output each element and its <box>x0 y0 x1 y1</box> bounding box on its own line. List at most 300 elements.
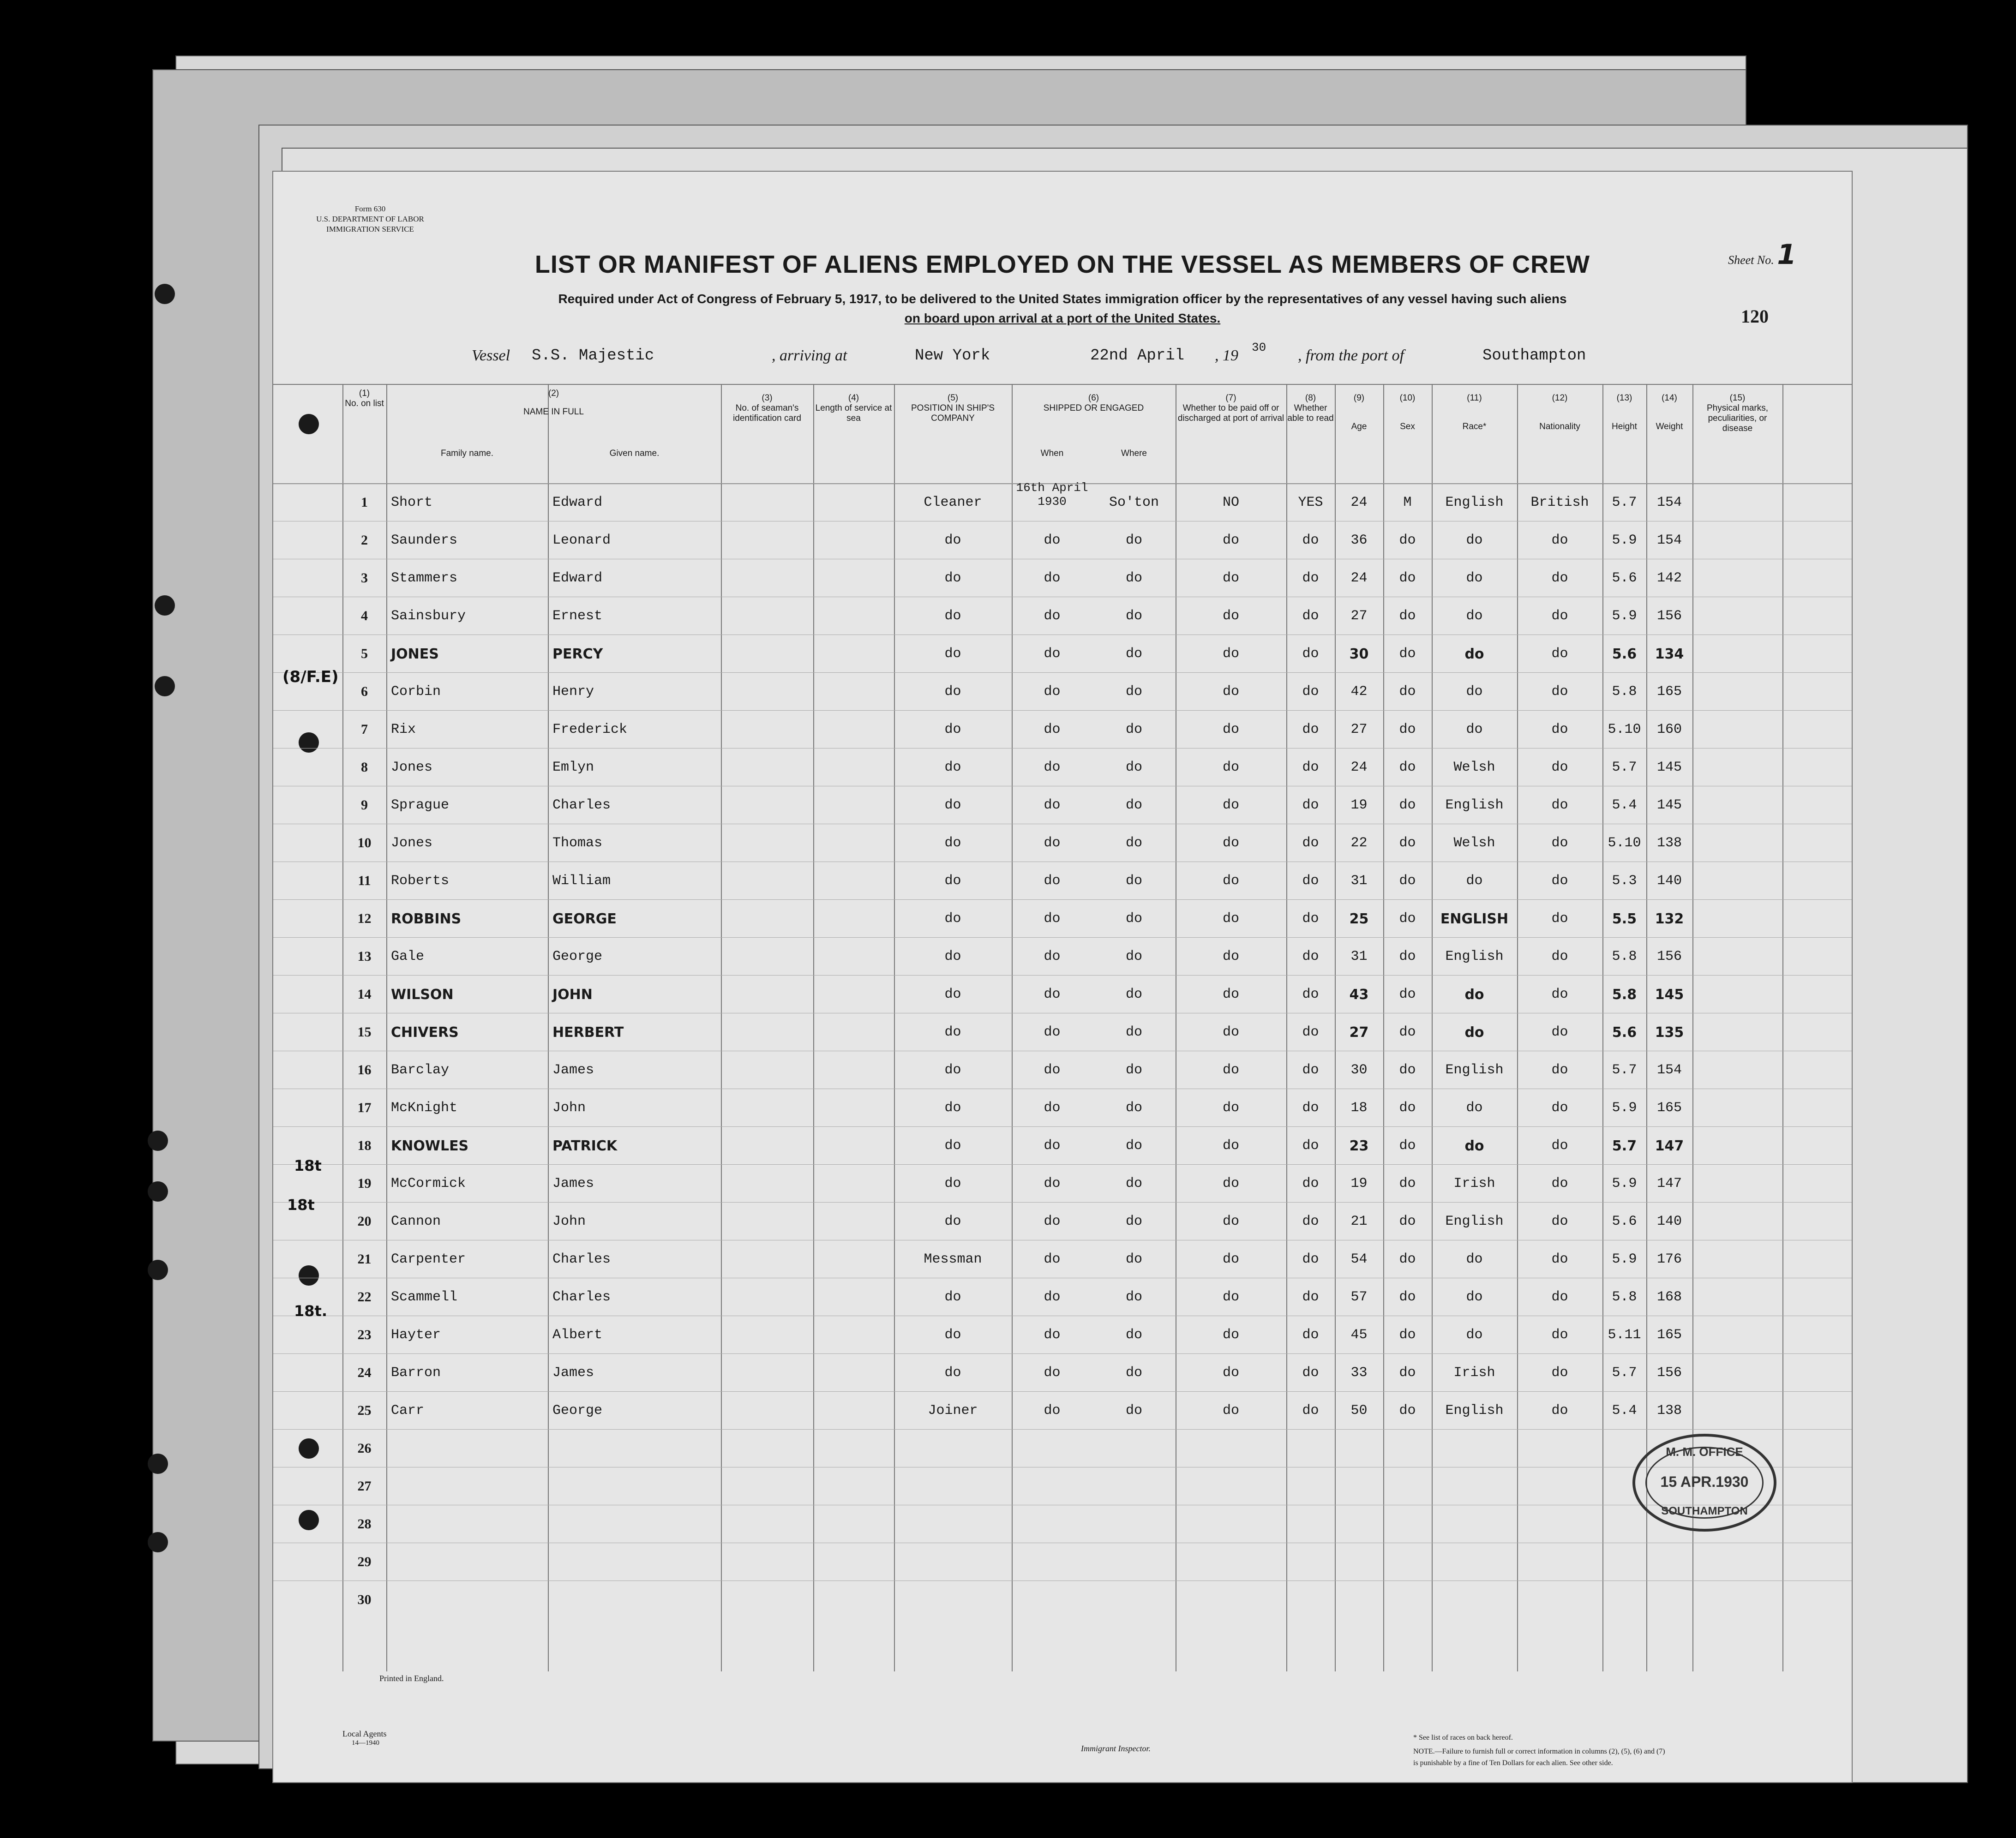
cell-read: do <box>1302 646 1319 662</box>
cell-no: 22 <box>357 1289 372 1305</box>
cell-race: do <box>1466 722 1483 737</box>
cell-nationality: do <box>1551 1024 1568 1040</box>
cell-read: do <box>1302 987 1319 1002</box>
cell-position: do <box>944 1100 961 1116</box>
from-label: , from the port of <box>1298 347 1404 364</box>
cell-weight: 147 <box>1656 1176 1682 1191</box>
cell-position: Cleaner <box>924 495 982 510</box>
cell-given: Edward <box>552 570 603 586</box>
cell-position: do <box>944 1214 961 1229</box>
cell-family: Cannon <box>391 1214 441 1229</box>
cell-weight: 140 <box>1656 1214 1682 1229</box>
cell-read: do <box>1302 570 1319 586</box>
table-row <box>273 1089 1852 1127</box>
cell-race: English <box>1445 1214 1504 1229</box>
cell-no: 15 <box>357 1024 372 1040</box>
cell-no: 3 <box>361 570 368 586</box>
cell-no: 13 <box>357 949 372 964</box>
cell-nationality: do <box>1551 1403 1568 1419</box>
cell-age: 24 <box>1350 570 1368 586</box>
cell-sex: do <box>1399 1024 1416 1040</box>
penalty-note-1: NOTE.—Failure to furnish full or correct information in columns (2), (5), (6) and (7) <box>1413 1748 1665 1755</box>
cell-nationality: do <box>1551 1289 1568 1305</box>
cell-family: Jones <box>391 760 433 775</box>
cell-paid: do <box>1222 949 1239 964</box>
cell-family: Carpenter <box>391 1251 466 1267</box>
cell-height: 5.9 <box>1612 1251 1637 1267</box>
cell-paid: do <box>1222 1365 1239 1381</box>
cell-height: 5.3 <box>1612 873 1637 889</box>
cell-where: do <box>1125 797 1142 813</box>
cell-no: 20 <box>357 1214 372 1229</box>
table-row <box>273 597 1852 635</box>
cell-paid: do <box>1222 987 1239 1002</box>
header-name: (2) NAME IN FULL <box>523 389 584 417</box>
punch-hole <box>148 1532 168 1552</box>
cell-read: do <box>1302 1289 1319 1305</box>
cell-nationality: do <box>1551 608 1568 624</box>
office-stamp: M. M. OFFICE 15 APR.1930 SOUTHAMPTON <box>1632 1434 1776 1532</box>
cell-paid: do <box>1222 1062 1239 1078</box>
cell-given: Charles <box>552 1251 611 1267</box>
cell-paid: do <box>1222 1100 1239 1116</box>
header-service-length: (4) Length of service at sea <box>815 393 892 423</box>
cell-no: 21 <box>357 1251 372 1267</box>
header-able-to-read: (8) Whether able to read <box>1287 393 1334 423</box>
cell-race: English <box>1445 797 1504 813</box>
table-row <box>273 1316 1852 1354</box>
cell-no: 26 <box>357 1441 372 1456</box>
header-where: Where <box>1121 449 1147 458</box>
arriving-label: , arriving at <box>772 347 847 364</box>
cell-nationality: do <box>1551 987 1568 1002</box>
cell-race: do <box>1466 533 1483 548</box>
cell-given: James <box>552 1062 594 1078</box>
cell-height: 5.6 <box>1612 646 1637 662</box>
table-row <box>273 483 1852 521</box>
form-header <box>315 204 426 234</box>
cell-age: 24 <box>1350 495 1368 510</box>
cell-nationality: do <box>1551 570 1568 586</box>
cell-paid: do <box>1222 1289 1239 1305</box>
table-row <box>273 1581 1852 1619</box>
cell-family: McCormick <box>391 1176 466 1191</box>
cell-race: Welsh <box>1453 835 1495 851</box>
cell-family: Sprague <box>391 797 450 813</box>
cell-height: 5.9 <box>1612 608 1637 624</box>
cell-family: JONES <box>391 646 439 662</box>
cell-no: 28 <box>357 1516 372 1532</box>
cell-no: 10 <box>357 835 372 850</box>
cell-height: 5.11 <box>1608 1327 1641 1343</box>
cell-sex: do <box>1399 1214 1416 1229</box>
cell-weight: 135 <box>1655 1024 1684 1041</box>
subtitle-line2: on board upon arrival at a port of the United States. <box>904 311 1221 325</box>
cell-position: do <box>944 1138 961 1154</box>
cell-age: 30 <box>1349 646 1369 662</box>
cell-no: 23 <box>357 1327 372 1342</box>
cell-read: do <box>1302 684 1319 700</box>
cell-where: do <box>1125 608 1142 624</box>
cell-where: do <box>1125 873 1142 889</box>
cell-nationality: do <box>1551 873 1568 889</box>
cell-given: Frederick <box>552 722 628 737</box>
cell-where: do <box>1125 1138 1142 1154</box>
cell-read: do <box>1302 722 1319 737</box>
cell-sex: do <box>1399 1403 1416 1419</box>
table-row <box>273 1353 1852 1392</box>
cell-paid: do <box>1222 1138 1239 1154</box>
cell-paid: do <box>1222 1403 1239 1419</box>
cell-paid: do <box>1222 1214 1239 1229</box>
cell-age: 27 <box>1350 608 1368 624</box>
cell-position: do <box>944 911 961 927</box>
cell-where: do <box>1125 1100 1142 1116</box>
cell-weight: 145 <box>1656 797 1682 813</box>
cell-position: do <box>944 533 961 548</box>
cell-where: do <box>1125 1403 1142 1419</box>
cell-nationality: do <box>1551 1365 1568 1381</box>
cell-height: 5.8 <box>1612 949 1637 964</box>
cell-family: McKnight <box>391 1100 458 1116</box>
margin-note: (8/F.E) <box>282 668 339 686</box>
cell-where: do <box>1125 570 1142 586</box>
cell-weight: 156 <box>1656 949 1682 964</box>
cell-when: do <box>1044 684 1061 700</box>
cell-paid: do <box>1222 533 1239 548</box>
cell-given: HERBERT <box>552 1024 624 1041</box>
cell-age: 54 <box>1350 1251 1368 1267</box>
cell-height: 5.7 <box>1612 495 1637 510</box>
cell-given: JOHN <box>552 987 593 1003</box>
cell-nationality: do <box>1551 1327 1568 1343</box>
cell-race: do <box>1464 987 1484 1003</box>
cell-race: do <box>1466 570 1483 586</box>
cell-when: do <box>1044 570 1061 586</box>
cell-no: 29 <box>357 1554 372 1569</box>
cell-nationality: do <box>1551 1176 1568 1191</box>
cell-paid: do <box>1222 1251 1239 1267</box>
cell-read: do <box>1302 1024 1319 1040</box>
cell-given: Leonard <box>552 533 611 548</box>
cell-weight: 134 <box>1655 646 1684 662</box>
form-code: 14—1940 <box>352 1739 379 1747</box>
cell-read: do <box>1302 1251 1319 1267</box>
cell-family: Sainsbury <box>391 608 466 624</box>
cell-sex: do <box>1399 570 1416 586</box>
cell-given: Emlyn <box>552 760 594 775</box>
cell-race: Irish <box>1453 1365 1495 1381</box>
cell-height: 5.7 <box>1612 1062 1637 1078</box>
cell-no: 30 <box>357 1592 372 1607</box>
cell-age: 50 <box>1350 1403 1368 1419</box>
table-row <box>273 521 1852 559</box>
header-physical-marks: (15) Physical marks, peculiarities, or disease <box>1706 393 1769 433</box>
cell-read: do <box>1302 1214 1319 1229</box>
cell-height: 5.8 <box>1612 1289 1637 1305</box>
cell-no: 12 <box>357 911 372 926</box>
cell-sex: do <box>1399 608 1416 624</box>
cell-given: John <box>552 1100 586 1116</box>
cell-age: 57 <box>1350 1289 1368 1305</box>
race-note: * See list of races on back hereof. <box>1413 1734 1513 1742</box>
cell-family: Saunders <box>391 533 458 548</box>
vessel-name: S.S. Majestic <box>532 347 654 365</box>
cell-when: do <box>1044 873 1061 889</box>
header-race: (11) Race* <box>1462 393 1487 431</box>
cell-race: English <box>1445 1403 1504 1419</box>
header-when: When <box>1040 449 1064 458</box>
cell-family: Hayter <box>391 1327 441 1343</box>
cell-nationality: do <box>1551 911 1568 927</box>
cell-sex: do <box>1399 873 1416 889</box>
cell-race: do <box>1464 646 1484 662</box>
cell-race: Welsh <box>1453 760 1495 775</box>
cell-age: 31 <box>1350 949 1368 964</box>
cell-when: do <box>1044 1251 1061 1267</box>
local-agents-label: Local Agents <box>342 1729 387 1738</box>
cell-when: do <box>1044 911 1061 927</box>
cell-nationality: do <box>1551 684 1568 700</box>
cell-no: 27 <box>357 1479 372 1494</box>
header-age: (9) Age <box>1351 393 1367 431</box>
cell-nationality: do <box>1551 533 1568 548</box>
header-paid-off: (7) Whether to be paid off or discharged at port of arrival <box>1177 393 1284 423</box>
cell-when: do <box>1044 646 1061 662</box>
cell-height: 5.4 <box>1612 1403 1637 1419</box>
cell-weight: 165 <box>1656 1100 1682 1116</box>
cell-given: James <box>552 1365 594 1381</box>
cell-paid: do <box>1222 835 1239 851</box>
cell-height: 5.7 <box>1612 760 1637 775</box>
cell-nationality: do <box>1551 722 1568 737</box>
header-nationality: (12) Nationality <box>1539 393 1580 431</box>
cell-race: English <box>1445 949 1504 964</box>
cell-paid: do <box>1222 570 1239 586</box>
cell-family: Rix <box>391 722 416 737</box>
cell-nationality: do <box>1551 797 1568 813</box>
table-row <box>273 975 1852 1013</box>
cell-weight: 160 <box>1656 722 1682 737</box>
cell-no: 11 <box>358 873 371 888</box>
table-row <box>273 1429 1852 1467</box>
cell-when: do <box>1044 1062 1061 1078</box>
cell-height: 5.4 <box>1612 797 1637 813</box>
cell-height: 5.10 <box>1608 835 1641 851</box>
cell-race: Irish <box>1453 1176 1495 1191</box>
cell-sex: do <box>1399 987 1416 1002</box>
inspector-label: Immigrant Inspector. <box>1081 1744 1151 1753</box>
cell-given: PERCY <box>552 646 603 662</box>
cell-paid: NO <box>1222 495 1239 510</box>
cell-height: 5.9 <box>1612 1100 1637 1116</box>
cell-family: Gale <box>391 949 425 964</box>
punch-hole <box>148 1181 168 1202</box>
cell-race: do <box>1466 608 1483 624</box>
cell-age: 19 <box>1350 797 1368 813</box>
cell-when: do <box>1044 1214 1061 1229</box>
cell-weight: 176 <box>1656 1251 1682 1267</box>
table-row <box>273 1126 1852 1165</box>
cell-weight: 156 <box>1656 1365 1682 1381</box>
cell-nationality: do <box>1551 760 1568 775</box>
cell-when: do <box>1044 949 1061 964</box>
cell-weight: 154 <box>1656 1062 1682 1078</box>
cell-no: 18 <box>357 1138 372 1153</box>
cell-read: do <box>1302 608 1319 624</box>
cell-read: do <box>1302 1100 1319 1116</box>
cell-age: 27 <box>1349 1024 1369 1041</box>
department: U.S. DEPARTMENT OF LABOR <box>316 215 424 223</box>
cell-sex: do <box>1399 1138 1416 1154</box>
cell-where: do <box>1125 1327 1142 1343</box>
cell-position: do <box>944 987 961 1002</box>
cell-read: do <box>1302 533 1319 548</box>
cell-given: George <box>552 949 603 964</box>
punch-hole <box>299 414 319 434</box>
cell-age: 18 <box>1350 1100 1368 1116</box>
table-row <box>273 1505 1852 1543</box>
cell-age: 31 <box>1350 873 1368 889</box>
cell-family: Scammell <box>391 1289 458 1305</box>
cell-nationality: do <box>1551 1062 1568 1078</box>
cell-position: do <box>944 1289 961 1305</box>
cell-where: do <box>1125 1176 1142 1191</box>
cell-position: do <box>944 608 961 624</box>
cell-race: do <box>1466 684 1483 700</box>
cell-when: do <box>1044 722 1061 737</box>
cell-given: Ernest <box>552 608 603 624</box>
cell-sex: do <box>1399 835 1416 851</box>
vessel-label: Vessel <box>472 347 510 364</box>
margin-note: 18t <box>294 1157 322 1174</box>
cell-race: do <box>1466 1289 1483 1305</box>
cell-age: 22 <box>1350 835 1368 851</box>
cell-height: 5.7 <box>1612 1365 1637 1381</box>
cell-sex: do <box>1399 911 1416 927</box>
margin-note: 18t. <box>294 1302 327 1320</box>
arrival-port: New York <box>915 347 990 365</box>
cell-race: do <box>1464 1024 1484 1041</box>
cell-where: do <box>1125 949 1142 964</box>
cell-when: do <box>1044 797 1061 813</box>
printed-note: Printed in England. <box>379 1674 444 1683</box>
cell-paid: do <box>1222 911 1239 927</box>
cell-height: 5.7 <box>1612 1138 1637 1154</box>
cell-race: do <box>1466 1251 1483 1267</box>
cell-read: do <box>1302 1327 1319 1343</box>
cell-paid: do <box>1222 797 1239 813</box>
cell-paid: do <box>1222 608 1239 624</box>
cell-weight: 165 <box>1656 684 1682 700</box>
cell-sex: do <box>1399 797 1416 813</box>
cell-no: 19 <box>357 1176 372 1191</box>
cell-position: Messman <box>924 1251 982 1267</box>
cell-given: George <box>552 1403 603 1419</box>
cell-where: do <box>1125 533 1142 548</box>
cell-paid: do <box>1222 873 1239 889</box>
departure-port: Southampton <box>1482 347 1586 365</box>
cell-position: do <box>944 835 961 851</box>
cell-family: Jones <box>391 835 433 851</box>
cell-sex: do <box>1399 1365 1416 1381</box>
header-shipped: (6) SHIPPED OR ENGAGED <box>1043 393 1144 413</box>
punch-hole <box>148 1454 168 1474</box>
cell-sex: do <box>1399 684 1416 700</box>
cell-where: do <box>1125 1289 1142 1305</box>
cell-weight: 145 <box>1656 760 1682 775</box>
header-id-card: (3) No. of seaman's identification card <box>733 393 801 423</box>
cell-weight: 165 <box>1656 1327 1682 1343</box>
cell-where: do <box>1125 1365 1142 1381</box>
cell-family: Short <box>391 495 433 510</box>
punch-hole <box>148 1260 168 1280</box>
table-top-rule <box>273 384 1852 385</box>
cell-height: 5.8 <box>1612 684 1637 700</box>
cell-read: do <box>1302 1062 1319 1078</box>
cell-where: do <box>1125 987 1142 1002</box>
page-title: LIST OR MANIFEST OF ALIENS EMPLOYED ON THE VESSEL AS MEMBERS OF CREW <box>534 251 1590 278</box>
cell-family: Barron <box>391 1365 441 1381</box>
arrival-date: 22nd April <box>1090 347 1185 365</box>
cell-race: ENGLISH <box>1440 911 1509 927</box>
cell-paid: do <box>1222 722 1239 737</box>
cell-family: WILSON <box>391 987 454 1003</box>
cell-where: do <box>1125 1214 1142 1229</box>
cell-family: CHIVERS <box>391 1024 459 1041</box>
cell-position: Joiner <box>928 1403 978 1419</box>
cell-height: 5.9 <box>1612 1176 1637 1191</box>
cell-age: 23 <box>1349 1138 1369 1154</box>
cell-sex: do <box>1399 1327 1416 1343</box>
cell-weight: 140 <box>1656 873 1682 889</box>
cell-where: do <box>1125 722 1142 737</box>
cell-sex: do <box>1399 1100 1416 1116</box>
cell-position: do <box>944 684 961 700</box>
cell-position: do <box>944 646 961 662</box>
cell-race: English <box>1445 495 1504 510</box>
table-row <box>273 862 1852 900</box>
cell-when: do <box>1044 1327 1061 1343</box>
punch-hole <box>155 284 175 304</box>
cell-position: do <box>944 760 961 775</box>
cell-nationality: do <box>1551 835 1568 851</box>
cell-age: 42 <box>1350 684 1368 700</box>
cell-height: 5.6 <box>1612 1024 1637 1041</box>
cell-sex: do <box>1399 722 1416 737</box>
table-row <box>273 1164 1852 1203</box>
cell-height: 5.8 <box>1612 987 1637 1003</box>
cell-race: do <box>1466 1327 1483 1343</box>
cell-where: do <box>1125 760 1142 775</box>
cell-no: 9 <box>361 797 368 813</box>
cell-race: do <box>1466 873 1483 889</box>
subtitle-line1: Required under Act of Congress of February 5, 1917, to be delivered to the United States immigration officer by the representatives of any vessel having such aliens <box>558 292 1567 306</box>
cell-height: 5.6 <box>1612 570 1637 586</box>
cell-nationality: do <box>1551 1214 1568 1229</box>
cell-when: do <box>1044 1024 1061 1040</box>
table-row <box>273 1391 1852 1430</box>
cell-race: do <box>1464 1138 1484 1154</box>
table-row <box>273 824 1852 862</box>
cell-no: 5 <box>361 646 368 661</box>
voyage-line <box>273 341 1852 375</box>
cell-age: 36 <box>1350 533 1368 548</box>
service: IMMIGRATION SERVICE <box>326 225 414 233</box>
cell-nationality: do <box>1551 1100 1568 1116</box>
cell-family: KNOWLES <box>391 1138 469 1154</box>
cell-height: 5.10 <box>1608 722 1641 737</box>
